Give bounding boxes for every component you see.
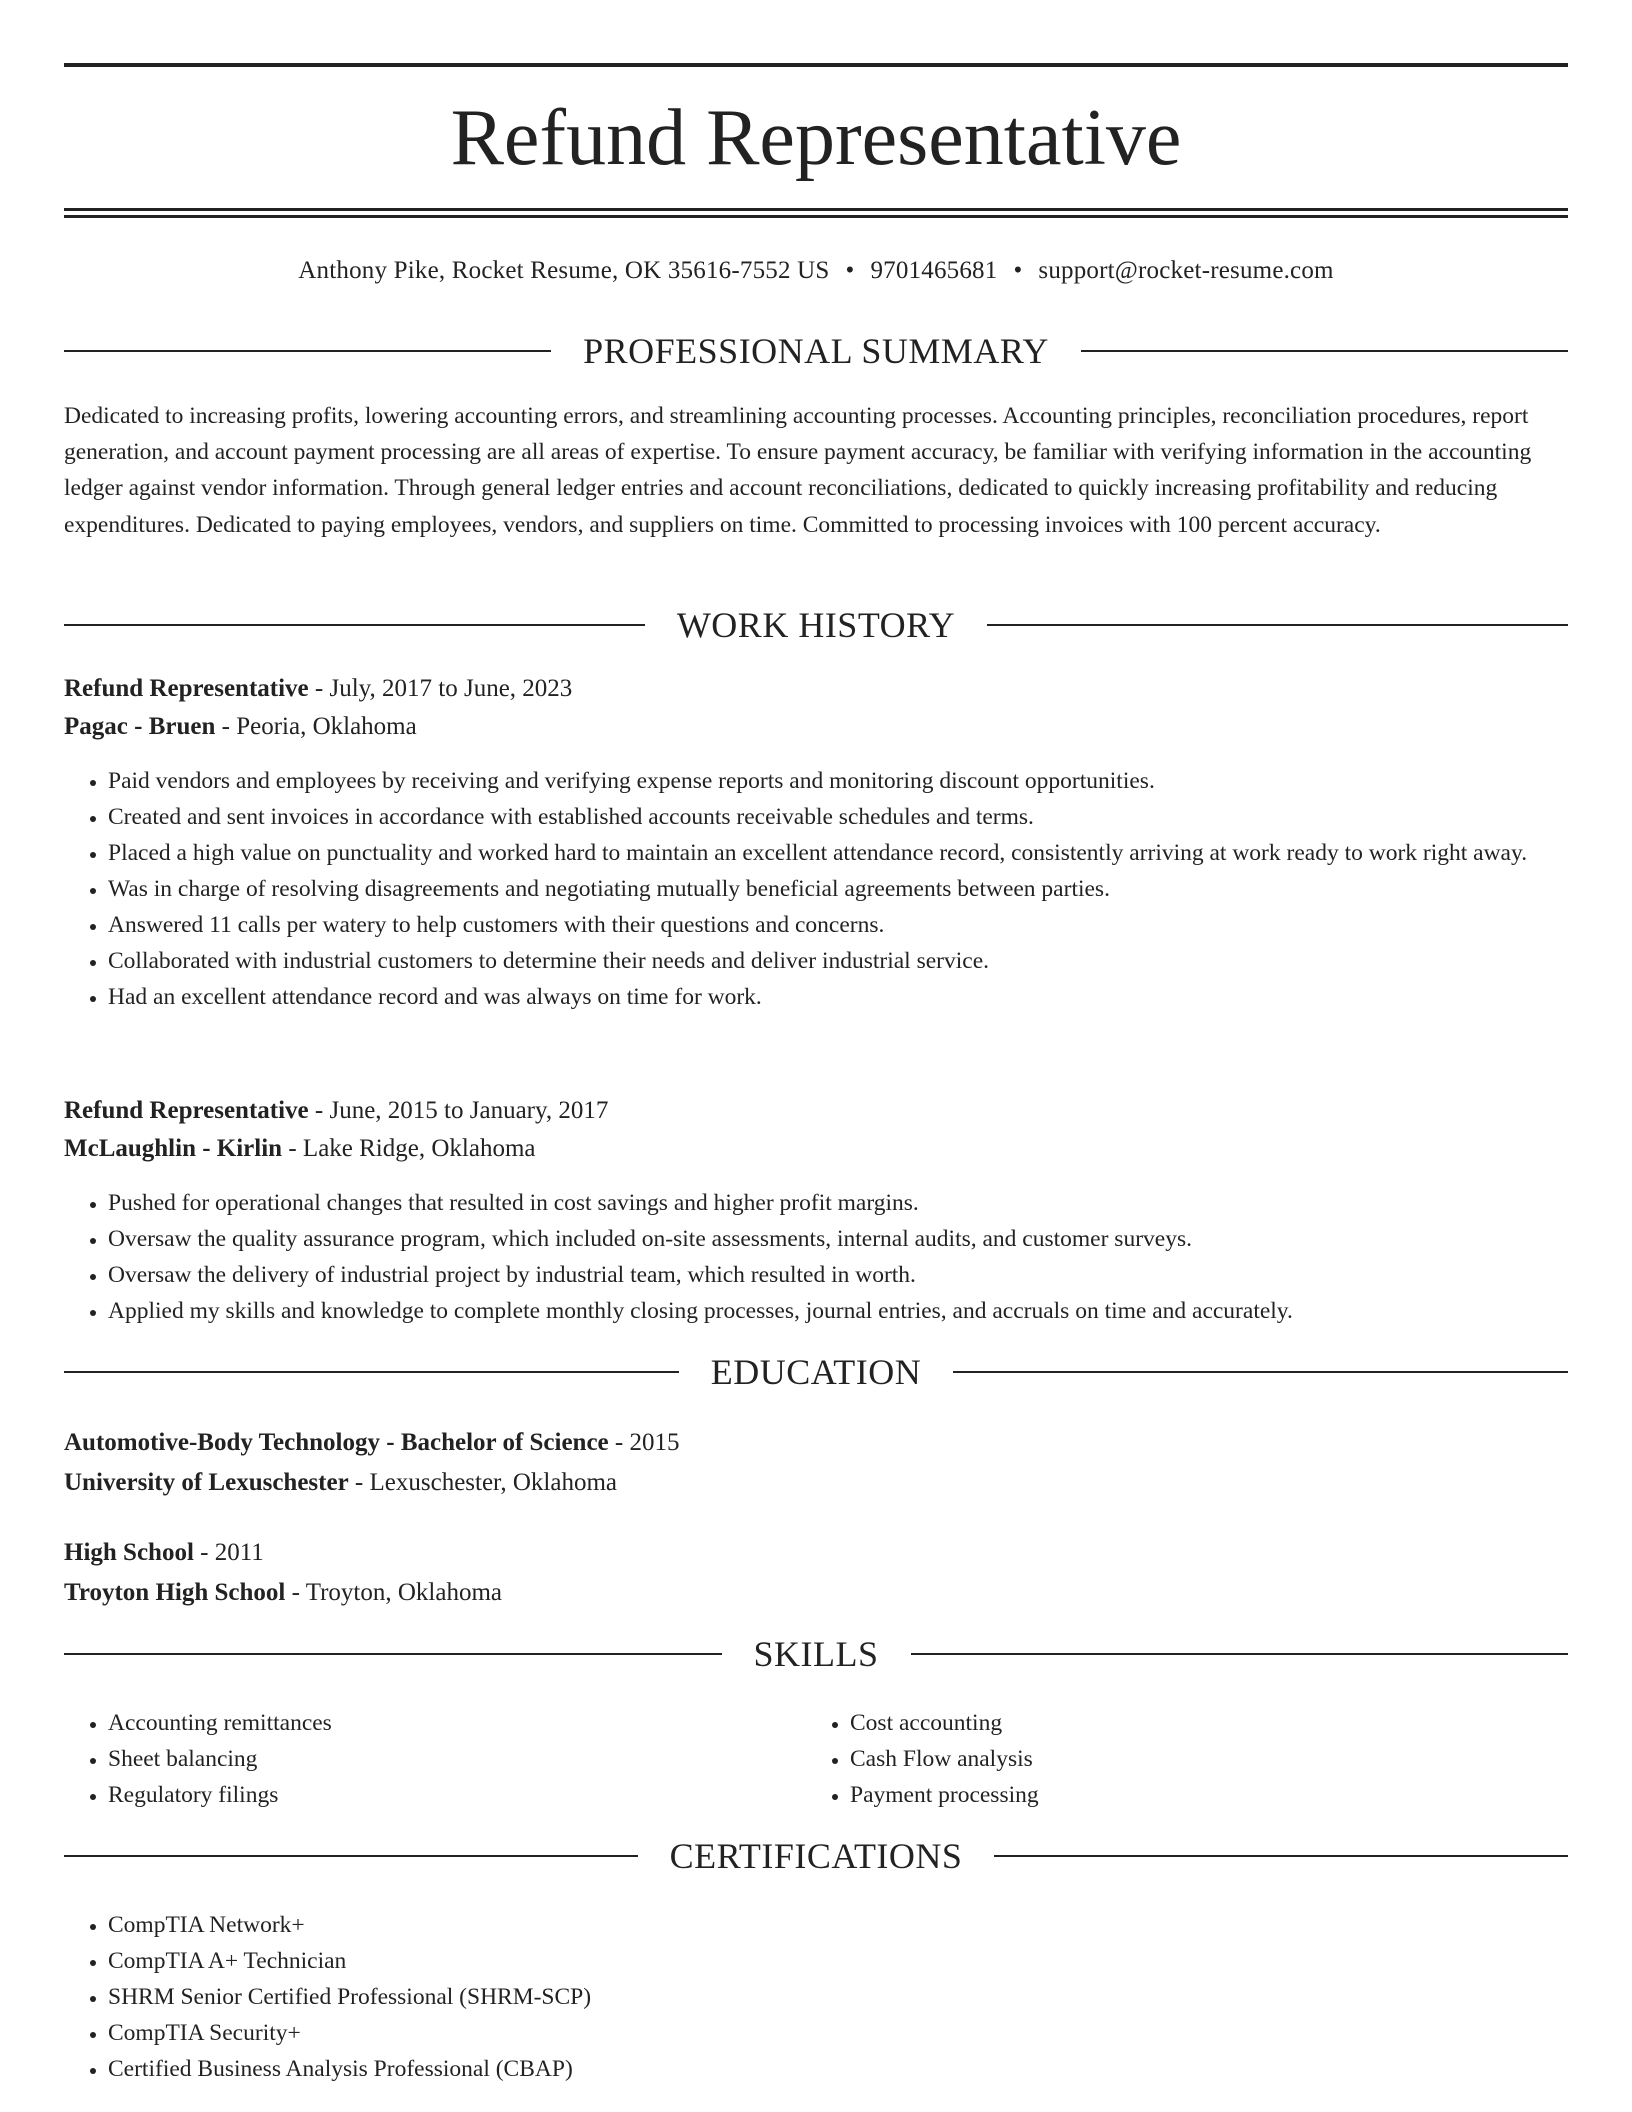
certification-item: • Certified Business Analysis Professional (CBAP): [108, 2051, 1568, 2087]
heading-rule-left: [64, 1855, 638, 1857]
education-year: - 2015: [608, 1429, 680, 1456]
contact-address: Anthony Pike, Rocket Resume, OK 35616-7552 US: [298, 257, 830, 284]
contact-separator: •: [845, 257, 855, 284]
heading-rule-left: [64, 1371, 679, 1373]
contact-phone: 9701465681: [870, 257, 998, 284]
heading-rule-right: [987, 624, 1568, 626]
list-item: • Answered 11 calls per watery to help customers with their questions and concerns.: [108, 907, 1568, 943]
job-company: Pagac - Bruen: [64, 713, 216, 740]
certification-item: • CompTIA Security+: [108, 2015, 1568, 2051]
section-title: EDUCATION: [710, 1352, 922, 1392]
contact-email: support@rocket-resume.com: [1038, 257, 1334, 284]
section-title: SKILLS: [753, 1634, 879, 1674]
job-bullets: [64, 1185, 1568, 1329]
certification-item: • CompTIA A+ Technician: [108, 1943, 1568, 1979]
certification-item: • SHRM Senior Certified Professional (SHRM-SCP): [108, 1979, 1568, 2015]
education-degree: High School: [64, 1539, 194, 1566]
skill-item: • Payment processing: [850, 1777, 1632, 1813]
job-title: Refund Representative: [64, 675, 309, 702]
section-title: WORK HISTORY: [676, 605, 956, 645]
job-title-line: [64, 670, 1568, 708]
education-degree-line: [64, 1534, 1568, 1572]
section-heading-work-history: [64, 605, 1568, 645]
skill-item: • Cost accounting: [850, 1705, 1632, 1741]
education-location: - Troyton, Oklahoma: [285, 1579, 503, 1606]
heading-rule-right: [1081, 350, 1568, 352]
section-heading-skills: [64, 1634, 1568, 1674]
job-company-line: [64, 708, 1568, 746]
job-title-line: [64, 1092, 1568, 1130]
header-double-rule-lower: [64, 215, 1568, 218]
job-company: McLaughlin - Kirlin: [64, 1135, 283, 1162]
certification-item: • CompTIA Network+: [108, 1907, 1568, 1943]
education-school: University of Lexuschester: [64, 1469, 349, 1496]
list-item: • Had an excellent attendance record and was always on time for work.: [108, 979, 1568, 1015]
skill-item: • Accounting remittances: [108, 1705, 1568, 1741]
section-title: CERTIFICATIONS: [669, 1836, 963, 1876]
heading-rule-left: [64, 624, 645, 626]
job-title: Refund Representative: [64, 1097, 309, 1124]
job-location: - Peoria, Oklahoma: [215, 713, 417, 740]
education-school: Troyton High School: [64, 1579, 286, 1606]
section-heading-education: [64, 1352, 1568, 1392]
job-location: - Lake Ridge, Oklahoma: [282, 1135, 536, 1162]
summary-text: Dedicated to increasing profits, lowering accounting errors, and streamlining accounting processes. Accounting principles, reconciliation procedures, report generation, and account payment processing are all areas of expertise. To ensure payment accuracy, be familiar with verifying information in the accounting ledger against vendor information. Through general ledger entries and account reconciliations, dedicated to quickly increasing profitability and reducing expenditures. Dedicated to paying employees, vendors, and suppliers on time. Committed to processing invoices with 100 percent accuracy.: [64, 403, 1532, 538]
contact-line: [64, 254, 1568, 288]
section-heading-certifications: [64, 1836, 1568, 1876]
education-degree-line: [64, 1424, 1568, 1462]
section-heading-summary: [64, 331, 1568, 371]
job-dates: - June, 2015 to January, 2017: [308, 1097, 609, 1124]
section-title: PROFESSIONAL SUMMARY: [583, 331, 1049, 371]
job-dates: - July, 2017 to June, 2023: [308, 675, 573, 702]
job-bullets: [64, 763, 1568, 1015]
list-item: • Pushed for operational changes that resulted in cost savings and higher profit margins.: [108, 1185, 1568, 1221]
heading-rule-right: [911, 1653, 1569, 1655]
education-year: - 2011: [193, 1539, 264, 1566]
education-school-line: [64, 1464, 1568, 1502]
list-item: • Applied my skills and knowledge to complete monthly closing processes, journal entries, and accruals on time and accurately.: [108, 1293, 1568, 1329]
list-item: • Paid vendors and employees by receiving and verifying expense reports and monitoring discount opportunities.: [108, 763, 1568, 799]
education-school-line: [64, 1574, 1568, 1612]
skills-list-right: [806, 1705, 1632, 1813]
header-top-rule: [64, 63, 1568, 67]
job-company-line: [64, 1130, 1568, 1168]
list-item: • Placed a high value on punctuality and worked hard to maintain an excellent attendance record, consistently arriving at work ready to work right away.: [108, 835, 1568, 871]
heading-rule-left: [64, 1653, 722, 1655]
list-item: • Collaborated with industrial customers to determine their needs and deliver industrial service.: [108, 943, 1568, 979]
contact-separator: •: [1013, 257, 1023, 284]
education-location: - Lexuschester, Oklahoma: [348, 1469, 618, 1496]
list-item: • Oversaw the quality assurance program, which included on-site assessments, internal audits, and customer surveys.: [108, 1221, 1568, 1257]
heading-rule-right: [953, 1371, 1568, 1373]
list-item: • Was in charge of resolving disagreements and negotiating mutually beneficial agreements between parties.: [108, 871, 1568, 907]
list-item: • Created and sent invoices in accordance with established accounts receivable schedules and terms.: [108, 799, 1568, 835]
skill-item: • Regulatory filings: [108, 1777, 1568, 1813]
resume-title: Refund Representative: [450, 94, 1182, 182]
skill-item: • Sheet balancing: [108, 1741, 1568, 1777]
heading-rule-right: [994, 1855, 1568, 1857]
list-item: • Oversaw the delivery of industrial project by industrial team, which resulted in worth.: [108, 1257, 1568, 1293]
heading-rule-left: [64, 350, 551, 352]
certifications-list: [64, 1907, 1568, 2087]
skill-item: • Cash Flow analysis: [850, 1741, 1632, 1777]
education-degree: Automotive-Body Technology - Bachelor of Science: [64, 1429, 609, 1456]
header-double-rule-upper: [64, 208, 1568, 211]
